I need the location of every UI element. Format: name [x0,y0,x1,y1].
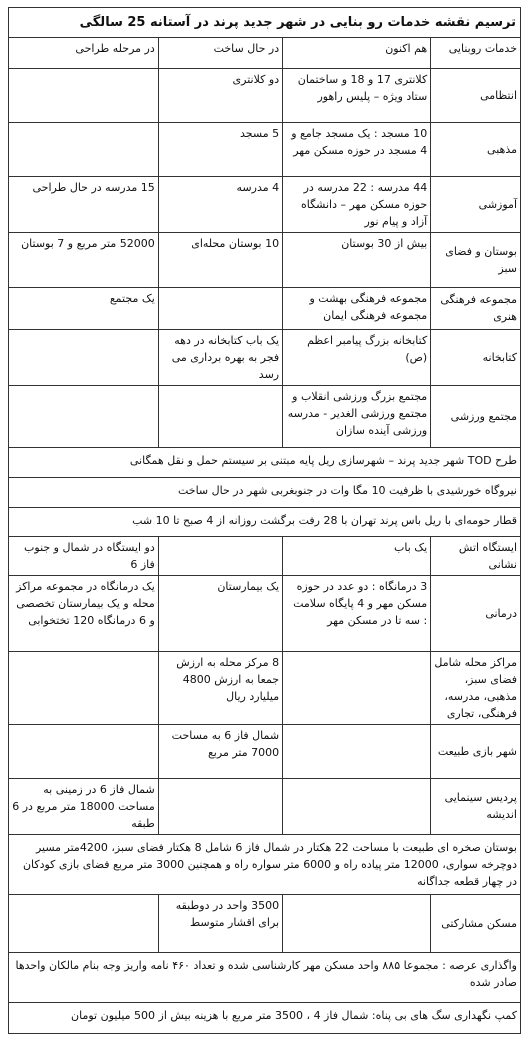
service-cell: آموزشی [431,176,520,232]
design-cell: یک درمانگاه در مجموعه مراکز محله و یک بیمارستان تخصصی و 6 درمانگاه 120 تختخوابی [9,575,158,651]
service-row [9,575,520,651]
service-cell: مذهبی [431,122,520,176]
current-cell [283,651,431,724]
service-row [9,894,520,952]
service-row [9,232,520,287]
building-cell: شمال فاز 6 به مساحت 7000 متر مربع [158,724,282,778]
design-cell: دو ایستگاه در شمال و جنوب فاز 6 [9,536,158,575]
service-row [9,724,520,778]
services-document [8,7,521,1034]
service-cell: مجتمع ورزشی [431,385,520,447]
note-row [9,834,520,894]
note-text: واگذاری عرصه : مجموعا ۸۸۵ واحد مسکن مهر کارشناسی شده و تعداد ۴۶۰ نامه واریز وجه بنام مالکان واحدها صادر شده [9,952,520,1002]
service-cell: پردیس سینمایی اندیشه [431,778,520,834]
header-service: خدمات روبنایی [431,38,520,68]
current-cell [283,778,431,834]
document-title: ترسیم نقشه خدمات رو بنایی در شهر جدید پرند در آستانه 25 سالگی [9,8,520,38]
note-text: کمپ نگهداری سگ های بی پناه: شمال فاز 4 ، 3500 متر مربع با هزینه بیش از 500 میلیون تومان [9,1002,520,1033]
service-row [9,651,520,724]
service-row [9,385,520,447]
current-cell: 44 مدرسه : 22 مدرسه در حوزه مسکن مهر – دانشگاه آزاد و پیام نور [283,176,431,232]
note-text: نیروگاه خورشیدی با ظرفیت 10 مگا وات در جنوبغربی شهر در حال ساخت [9,477,520,507]
design-cell [9,68,158,122]
service-cell: انتظامی [431,68,520,122]
service-cell: کتابخانه [431,329,520,385]
note-row [9,477,520,507]
note-text: طرح TOD شهر جدید پرند – شهرسازی ریل پایه مبتنی بر سیستم حمل و نقل همگانی [9,447,520,477]
design-cell: 52000 متر مربع و 7 بوستان [9,232,158,287]
service-row [9,536,520,575]
service-cell: بوستان و فضای سبز [431,232,520,287]
service-row [9,176,520,232]
current-cell: یک باب [283,536,431,575]
current-cell: بیش از 30 بوستان [283,232,431,287]
building-cell: 5 مسجد [158,122,282,176]
service-row [9,68,520,122]
building-cell: 10 بوستان محله‌ای [158,232,282,287]
service-row [9,122,520,176]
design-cell: یک مجتمع [9,287,158,329]
header-current: هم اکنون [283,38,431,68]
note-row [9,507,520,536]
service-cell: ایستگاه اتش نشانی [431,536,520,575]
header-design: در مرحله طراحی [9,38,158,68]
current-cell: 10 مسجد : یک مسجد جامع و 4 مسجد در حوزه مسکن مهر [283,122,431,176]
current-cell [283,894,431,952]
design-cell [9,122,158,176]
building-cell [158,536,282,575]
design-cell [9,724,158,778]
note-text: بوستان صخره ای طبیعت با مساحت 22 هکتار در شمال فاز 6 شامل 8 هکتار فضای سبز، 4200متر مسیر دوچرخه سواری، 12000 متر پیاده راه و 6000 متر سواره راه و همچنین 3000 متر مربع فضای بازی کودکان در چهار قطعه جداگانه [9,834,520,894]
current-cell: کلانتری 17 و 18 و ساختمان ستاد ویژه – پلیس راهور [283,68,431,122]
building-cell [158,287,282,329]
current-cell: کتابخانه بزرگ پیامبر اعظم (ص) [283,329,431,385]
header-row [9,38,520,68]
building-cell [158,778,282,834]
design-cell: 15 مدرسه در حال طراحی [9,176,158,232]
design-cell [9,894,158,952]
design-cell [9,329,158,385]
services-table [9,38,520,1033]
note-row [9,1002,520,1033]
building-cell: 4 مدرسه [158,176,282,232]
design-cell [9,385,158,447]
current-cell: 3 درمانگاه : دو عدد در حوزه مسکن مهر و 4 پایگاه سلامت : سه تا در مسکن مهر [283,575,431,651]
service-cell: شهر بازی طبیعت [431,724,520,778]
building-cell [158,385,282,447]
building-cell: یک باب کتابخانه در دهه فجر به بهره برداری می رسد [158,329,282,385]
note-row [9,447,520,477]
service-cell: درمانی [431,575,520,651]
note-row [9,952,520,1002]
design-cell: شمال فاز 6 در زمینی به مساحت 18000 متر مربع در 6 طبقه [9,778,158,834]
building-cell: دو کلانتری [158,68,282,122]
service-cell: مجموعه فرهنگی هنری [431,287,520,329]
service-cell: مراکز محله شامل فضای سبز، مذهبی، مدرسه، فرهنگی، تجاری [431,651,520,724]
current-cell: مجتمع بزرگ ورزشی انقلاب و مجتمع ورزشی الغدیر - مدرسه ورزشی آینده سازان [283,385,431,447]
current-cell: مجموعه فرهنگی بهشت و مجموعه فرهنگی ایمان [283,287,431,329]
service-row [9,329,520,385]
building-cell: 8 مرکز محله به ارزش جمعا به ارزش 4800 میلیارد ریال [158,651,282,724]
building-cell: 3500 واحد در دوطبقه برای اقشار متوسط [158,894,282,952]
service-row [9,778,520,834]
service-cell: مسکن مشارکتی [431,894,520,952]
building-cell: یک بیمارستان [158,575,282,651]
service-row [9,287,520,329]
current-cell [283,724,431,778]
design-cell [9,651,158,724]
header-building: در حال ساخت [158,38,282,68]
note-text: قطار حومه‌ای با ریل باس پرند تهران با 28 رفت برگشت روزانه از 4 صبح تا 10 شب [9,507,520,536]
